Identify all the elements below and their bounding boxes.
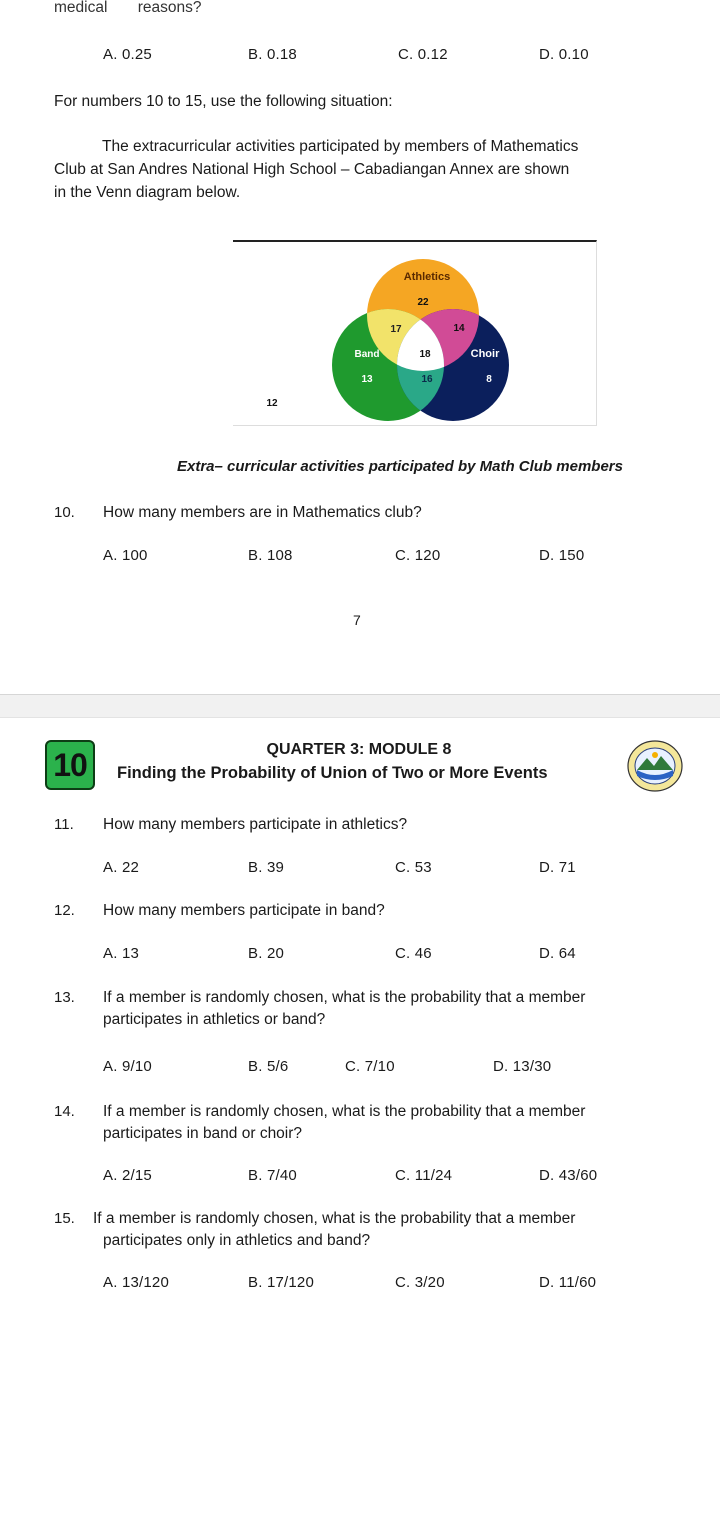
option-a: A. 13 [103, 945, 140, 962]
question-text [103, 1101, 585, 1145]
option-a: A. 22 [103, 859, 140, 876]
option-a: A. 0.25 [103, 46, 152, 63]
option-d: D. 0.10 [539, 46, 589, 63]
option-b: B. 20 [248, 945, 285, 962]
situation-intro: For numbers 10 to 15, use the following situation: [54, 93, 393, 110]
grade-badge: 10 [45, 740, 95, 790]
option-d: D. 150 [539, 547, 585, 564]
option-c: C. 3/20 [395, 1274, 445, 1291]
option-c: C. 46 [395, 945, 432, 962]
option-d: D. 71 [539, 859, 576, 876]
option-d: D. 13/30 [493, 1058, 552, 1075]
band-only-value: 13 [361, 374, 373, 385]
question-number: 15. [54, 1210, 75, 1227]
situation-paragraph [54, 135, 674, 204]
question-number: 13. [54, 989, 75, 1006]
band-choir-value: 16 [421, 374, 433, 385]
none-value: 12 [266, 398, 278, 409]
question-text [103, 987, 585, 1031]
question-tail-word-2: reasons? [137, 0, 202, 16]
question-text-line-2: participates only in athletics and band? [103, 1232, 371, 1249]
question-text-tail [54, 0, 202, 17]
option-b: B. 7/40 [248, 1167, 297, 1184]
question-number: 10. [54, 504, 75, 521]
option-a: A. 2/15 [103, 1167, 152, 1184]
venn-diagram [233, 242, 596, 423]
question-text [93, 1208, 575, 1252]
situation-line-1: The extracurricular activities participated by members of Mathematics [102, 138, 579, 155]
module-quarter: QUARTER 3: MODULE 8 [266, 741, 452, 758]
option-c: C. 7/10 [345, 1058, 395, 1075]
question-text-line-1: If a member is randomly chosen, what is the probability that a member [103, 1103, 586, 1120]
option-a: A. 13/120 [103, 1274, 170, 1291]
option-c: C. 53 [395, 859, 432, 876]
situation-line-2: Club at San Andres National High School – Cabadiangan Annex are shown [54, 161, 570, 178]
question-text: How many members participate in athletics? [103, 816, 408, 833]
question-text-line-2: participates in athletics or band? [103, 1011, 326, 1028]
option-a: A. 100 [103, 547, 148, 564]
page-divider [0, 694, 720, 718]
question-number: 12. [54, 902, 75, 919]
module-title: Finding the Probability of Union of Two or More Events [117, 764, 548, 782]
option-a: A. 9/10 [103, 1058, 152, 1075]
school-seal-icon [627, 740, 683, 792]
option-b: B. 5/6 [248, 1058, 289, 1075]
question-number: 14. [54, 1103, 75, 1120]
option-d: D. 64 [539, 945, 576, 962]
option-c: C. 120 [395, 547, 441, 564]
athletics-label: Athletics [403, 271, 451, 283]
athletics-choir-value: 14 [453, 323, 465, 334]
question-text: How many members are in Mathematics club? [103, 504, 422, 521]
option-b: B. 108 [248, 547, 293, 564]
option-d: D. 11/60 [539, 1274, 597, 1291]
question-text-line-1: If a member is randomly chosen, what is the probability that a member [93, 1210, 576, 1227]
question-number: 11. [54, 816, 74, 833]
venn-caption: Extra– curricular activities participated by Math Club members [177, 458, 623, 475]
band-label: Band [354, 349, 380, 360]
all-three-value: 18 [419, 349, 431, 360]
question-text-line-2: participates in band or choir? [103, 1125, 303, 1142]
choir-label: Choir [470, 348, 500, 360]
situation-line-3: in the Venn diagram below. [54, 184, 241, 201]
choir-only-value: 8 [486, 374, 492, 385]
option-c: C. 0.12 [398, 46, 448, 63]
option-b: B. 17/120 [248, 1274, 315, 1291]
question-text: How many members participate in band? [103, 902, 385, 919]
athletics-only-value: 22 [417, 297, 429, 308]
option-c: C. 11/24 [395, 1167, 453, 1184]
option-d: D. 43/60 [539, 1167, 598, 1184]
option-b: B. 39 [248, 859, 285, 876]
athletics-band-value: 17 [390, 324, 402, 335]
option-b: B. 0.18 [248, 46, 297, 63]
question-tail-word-1: medical [54, 0, 108, 16]
page-number: 7 [353, 612, 361, 628]
question-text-line-1: If a member is randomly chosen, what is the probability that a member [103, 989, 586, 1006]
